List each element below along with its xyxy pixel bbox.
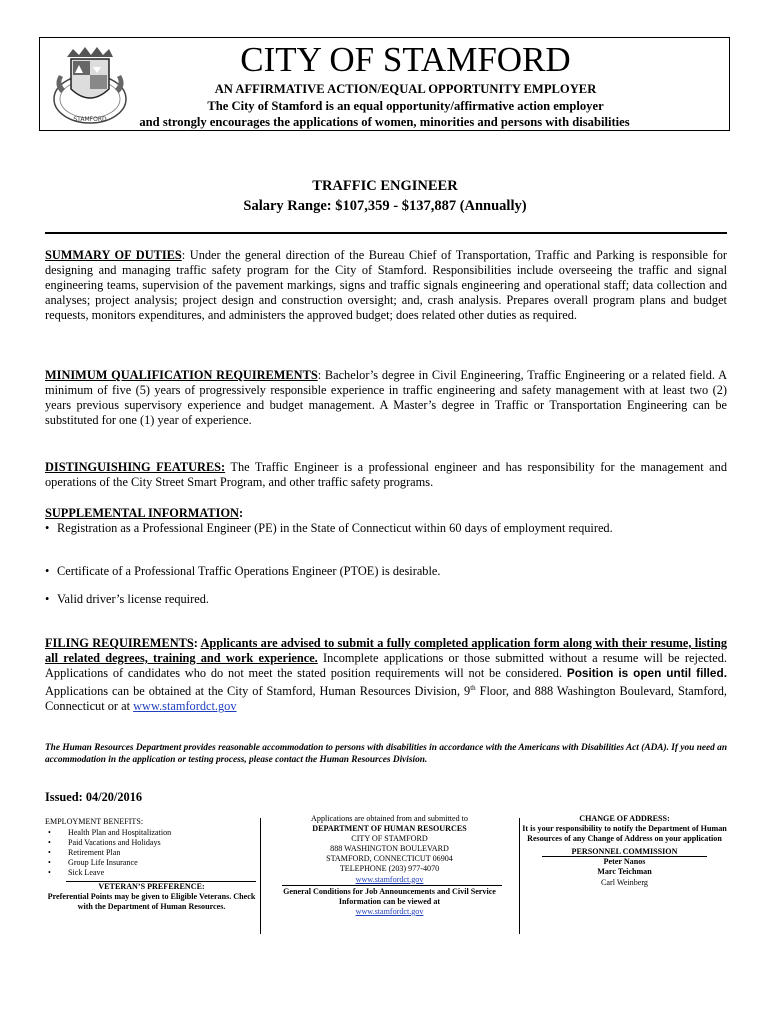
salary-range: Salary Range: $107,359 - $137,887 (Annually) — [243, 198, 527, 214]
filing-label: FILING REQUIREMENTS — [45, 636, 194, 650]
eeo-statement: The City of Stamford is an equal opportunity/affirmative action employer — [207, 99, 604, 113]
position-open-notice: Position is open until filled. — [566, 666, 727, 681]
coa-title: CHANGE OF ADDRESS: — [579, 814, 670, 823]
website-link[interactable]: www.stamfordct.gov — [133, 699, 237, 714]
issued-date: Issued: 04/20/2016 — [45, 790, 143, 804]
benefits-title: EMPLOYMENT BENEFITS: — [45, 817, 144, 826]
hr-department: DEPARTMENT OF HUMAN RESOURCES — [312, 824, 467, 834]
letterhead — [39, 37, 730, 131]
veteran-text: Preferential Points may be given to Eligible Veterans. Check with the Department of Human Resources. — [47, 892, 256, 912]
veteran-title: VETERAN’S PREFERENCE: — [98, 882, 205, 891]
supplemental-label: SUPPLEMENTAL INFORMATION — [45, 506, 239, 520]
hr-website-link[interactable]: www.stamfordct.gov — [355, 874, 424, 884]
applications-line: Applications are obtained from and submitted to — [311, 814, 468, 823]
filing-text-1: Incomplete applications or those submitted without a resume will be rejected. Applications of candidates who do not meet the stated position requirements will not be considered. — [45, 651, 727, 681]
list-item: • Health Plan and Hospitalization — [48, 828, 172, 838]
floor-suffix: th — [470, 684, 476, 693]
qualifications-label: MINIMUM QUALIFICATION REQUIREMENTS — [45, 368, 318, 382]
filing-requirements — [45, 636, 727, 715]
filing-colon: : — [193, 636, 201, 650]
column-divider — [260, 818, 261, 934]
bullet-text: Registration as a Professional Engineer (PE) in the State of Connecticut within 60 days of employment required. — [57, 521, 613, 535]
supplemental-colon: : — [238, 506, 244, 520]
divider — [282, 885, 502, 886]
list-item: • Paid Vacations and Holidays — [48, 838, 161, 848]
distinguishing-label: DISTINGUISHING FEATURES: — [45, 460, 226, 474]
bullet-icon: • — [48, 828, 51, 838]
general-website-link[interactable]: www.stamfordct.gov — [355, 906, 424, 916]
supplemental-heading — [45, 506, 727, 521]
divider — [542, 856, 707, 857]
summary-of-duties — [45, 248, 727, 323]
column-divider — [519, 818, 520, 934]
hr-address: 888 WASHINGTON BOULEVARD — [330, 844, 449, 854]
general-conditions: General Conditions for Job Announcements and Civil Service Information can be viewed at — [283, 886, 496, 906]
employment-benefits — [45, 817, 258, 879]
filing-text-2: Applications can be obtained at the City of Stamford, Human Resources Division, 9 — [45, 684, 471, 699]
bullet-icon: • — [45, 521, 50, 535]
eeo-heading: AN AFFIRMATIVE ACTION/EQUAL OPPORTUNITY EMPLOYER — [214, 82, 597, 96]
bullet-icon: • — [48, 848, 51, 858]
hr-contact — [262, 814, 517, 917]
hr-city: CITY OF STAMFORD — [351, 834, 428, 844]
supplemental-bullet — [45, 564, 727, 579]
coa-text: It is your responsibility to notify the Department of Human Resources of any Change of Address on your application — [522, 824, 727, 844]
bullet-icon: • — [48, 858, 51, 868]
qualifications-text: : Bachelor’s degree in Civil Engineering, Traffic Engineering or a related field. A minimum of five (5) years of progressively responsible experience in traffic engineering and safety management with at least two (2) years previous supervisory experience and budget management. A Master’s degree in Traffic or Transportation Engineering can be substituted for one (1) year of experience. — [45, 368, 727, 428]
bullet-icon: • — [45, 564, 50, 578]
list-item: • Group Life Insurance — [48, 858, 138, 868]
commission-member: Carl Weinberg — [601, 877, 648, 887]
minimum-qualifications — [45, 368, 727, 428]
city-title: CITY OF STAMFORD — [240, 40, 571, 79]
filing-emphasis: Applicants are advised to submit a fully completed application form along with their resume, listing all related degrees, training and work experience. — [45, 636, 728, 666]
bullet-text: Valid driver’s license required. — [57, 592, 209, 606]
commission-member: Marc Teichman — [597, 867, 652, 877]
supplemental-bullet — [45, 592, 727, 607]
commission-member: Peter Nanos — [603, 857, 646, 867]
hr-city-state: STAMFORD, CONNECTICUT 06904 — [326, 854, 453, 864]
hr-phone: TELEPHONE (203) 977-4070 — [339, 864, 440, 874]
summary-label: SUMMARY OF DUTIES — [45, 248, 182, 262]
bullet-icon: • — [48, 868, 51, 878]
eeo-encouragement: and strongly encourages the applications of women, minorities and persons with disabilities — [139, 115, 630, 129]
bullet-icon: • — [48, 838, 51, 848]
distinguishing-text: The Traffic Engineer is a professional engineer and has responsibility for the management and operations of the City Street Smart Program, and other traffic safety programs. — [45, 460, 727, 490]
summary-text: : Under the general direction of the Bureau Chief of Transportation, Traffic and Parking is responsible for designing and managing traffic safety program for the City of Stamford. Responsibilities include overseeing the traffic and signal engineering teams, supervision of the pavement markings, signs and traffic signals engineering and operational staff; data collection and analyses; project analysis; project design and construction oversight; and, crash analysis. Prepares overall program plans and budget requests, monitors expenditures, and administers the approved budget; does related other duties as required. — [45, 248, 728, 323]
change-of-address — [522, 814, 727, 888]
supplemental-bullet — [45, 521, 727, 536]
list-item: • Sick Leave — [48, 868, 105, 878]
job-title: TRAFFIC ENGINEER — [312, 178, 458, 194]
benefits-list — [45, 828, 258, 878]
divider — [45, 232, 727, 234]
bullet-text: Certificate of a Professional Traffic Operations Engineer (PTOE) is desirable. — [57, 564, 441, 578]
distinguishing-features — [45, 460, 727, 490]
list-item: • Retirement Plan — [48, 848, 121, 858]
ada-notice: The Human Resources Department provides reasonable accommodation to persons with disabilities in accordance with the Americans with Disabilities Act (ADA). If you need an accommodation in the application or testing process, please contact the Human Resources Division. — [45, 743, 727, 766]
svg-text:STAMFORD: STAMFORD — [73, 116, 107, 123]
bullet-icon: • — [45, 592, 50, 606]
veterans-preference — [45, 882, 258, 912]
filing-text-3: Floor, and 888 Washington Boulevard, Stamford, Connecticut or at — [45, 684, 727, 714]
commission-title: PERSONNEL COMMISSION — [571, 847, 678, 857]
